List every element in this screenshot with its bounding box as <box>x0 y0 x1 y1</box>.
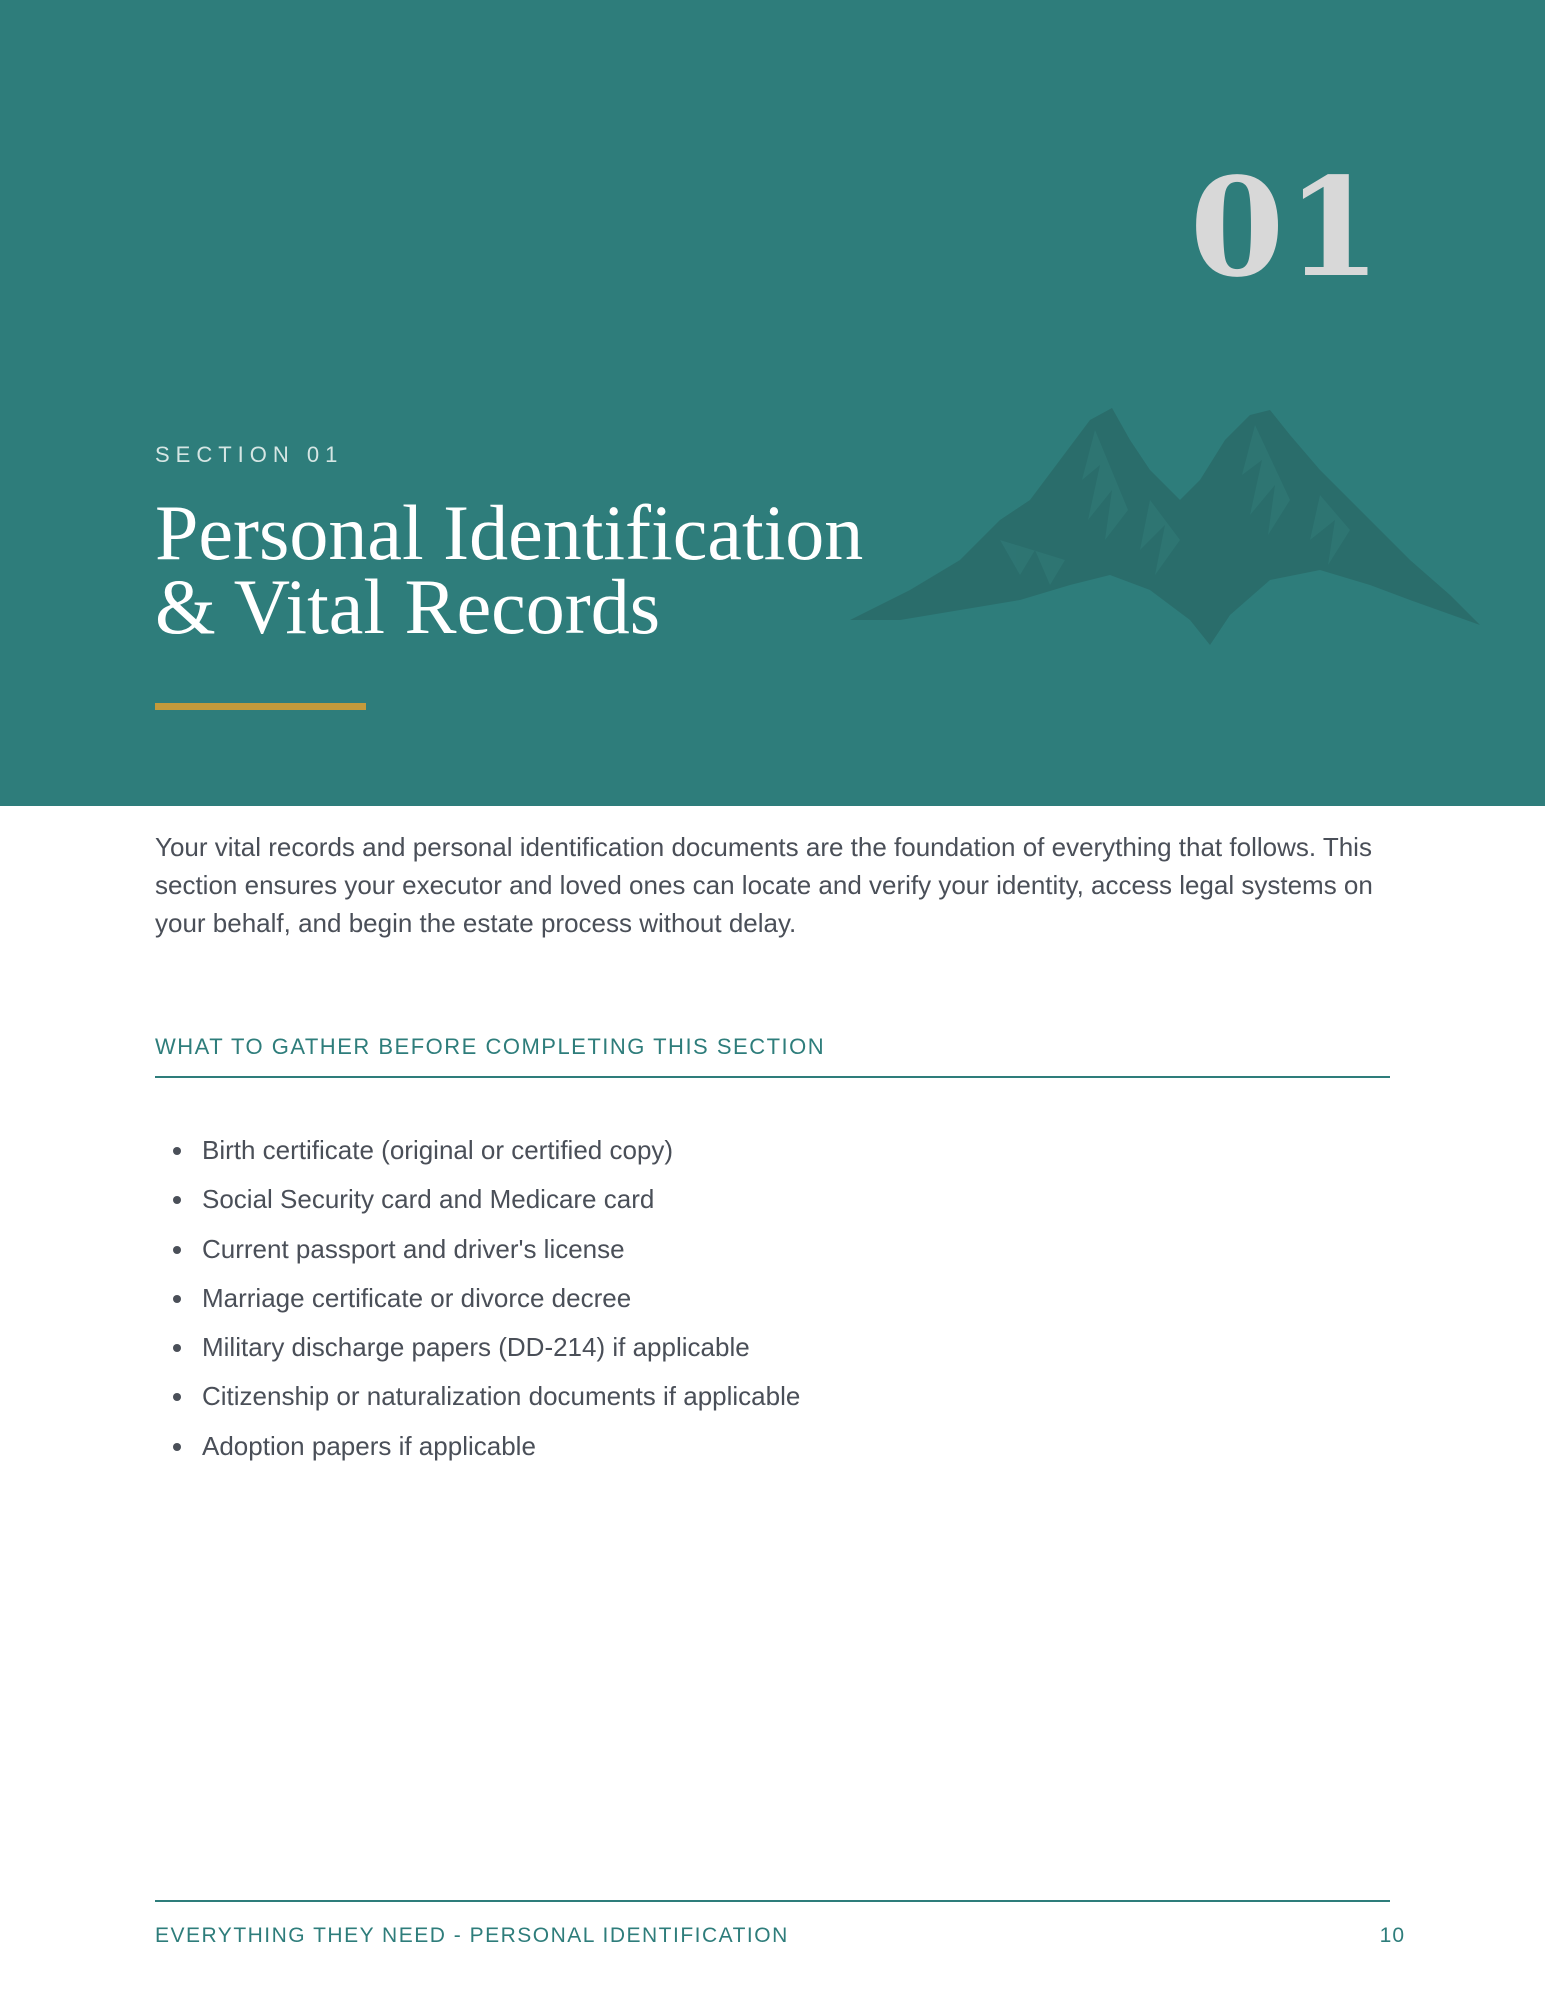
list-item <box>155 1274 800 1323</box>
bullet-icon <box>173 1246 181 1254</box>
list-item-text: Marriage certificate or divorce decree <box>202 1282 632 1313</box>
accent-divider <box>155 703 366 710</box>
list-item <box>155 1372 800 1421</box>
bullet-icon <box>173 1295 181 1303</box>
page-title-line-2: & Vital Records <box>155 563 661 650</box>
bullet-icon <box>173 1147 181 1155</box>
footer-title: EVERYTHING THEY NEED - PERSONAL IDENTIFICATION <box>155 1924 789 1947</box>
mountain-illustration <box>850 400 1480 650</box>
list-item <box>155 1126 800 1175</box>
bullet-icon <box>173 1393 181 1401</box>
page-title-line-1: Personal Identification <box>155 489 864 576</box>
list-item-text: Birth certificate (original or certified copy) <box>202 1135 674 1165</box>
page-number: 10 <box>1379 1924 1405 1947</box>
bullet-icon <box>173 1196 181 1204</box>
list-item <box>155 1323 800 1372</box>
intro-paragraph: Your vital records and personal identification documents are the foundation of everything that follows. This section ensures your executor and loved ones can locate and verify your identity, access legal systems on your behalf, and begin the estate process without delay. <box>155 832 1373 938</box>
list-item-text: Military discharge papers (DD-214) if applicable <box>202 1332 750 1363</box>
gather-checklist <box>155 1126 800 1471</box>
bullet-icon <box>173 1443 181 1451</box>
list-item-text: Adoption papers if applicable <box>202 1430 536 1461</box>
footer-divider <box>155 1900 1390 1902</box>
page-title <box>155 489 864 650</box>
gather-heading: WHAT TO GATHER BEFORE COMPLETING THIS SECTION <box>155 1034 826 1059</box>
list-item-text: Social Security card and Medicare card <box>202 1184 655 1215</box>
list-item <box>155 1225 800 1274</box>
list-item-text: Current passport and driver's license <box>202 1233 625 1264</box>
section-header-banner <box>0 0 1545 806</box>
list-item <box>155 1175 800 1224</box>
list-item <box>155 1422 800 1471</box>
gather-divider <box>155 1076 1390 1078</box>
list-item-text: Citizenship or naturalization documents if applicable <box>202 1381 801 1412</box>
section-number-large: 01 <box>1189 148 1383 308</box>
section-label: SECTION 01 <box>155 442 344 467</box>
bullet-icon <box>173 1344 181 1352</box>
